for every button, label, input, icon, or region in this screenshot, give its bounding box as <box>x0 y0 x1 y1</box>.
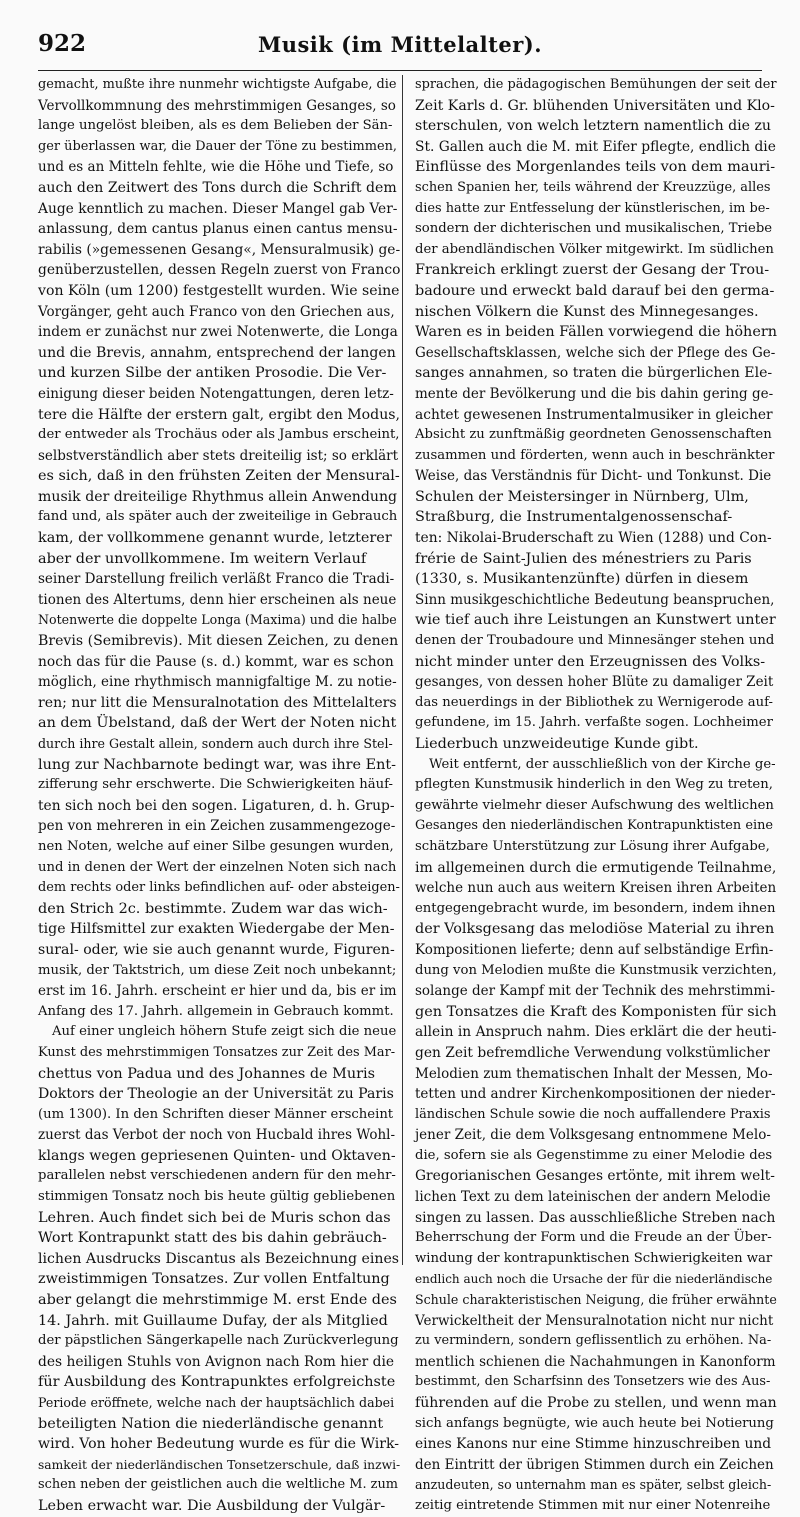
text-line: das neuerdings in der Bibliothek zu Wernigerode auf- <box>415 694 773 710</box>
text-line: allein in Anspruch nahm. Dies erklärt die der heuti- <box>415 1024 777 1041</box>
text-line: tige Hilfsmittel zur exakten Wiedergabe der Men- <box>38 921 395 938</box>
text-line: schen Spanien her, teils während der Kreuzzüge, alles <box>415 179 771 195</box>
text-line: Doktors der Theologie an der Universität zu Paris <box>38 1086 394 1103</box>
text-line: wie tief auch ihre Leistungen an Kunstwert unter <box>415 612 776 629</box>
text-line: Kunst des mehrstimmigen Tonsatzes zur Zeit des Mar- <box>38 1044 396 1060</box>
text-line: es sich, daß in den frühsten Zeiten der Mensural- <box>38 468 400 485</box>
text-line: sural- oder, wie sie auch genannt wurde, Figuren- <box>38 941 395 958</box>
text-line: eines Kanons nur eine Stimme hinzuschreiben und <box>415 1436 772 1453</box>
text-line: den Eintritt der übrigen Stimmen durch ein Zeichen <box>415 1456 774 1473</box>
text-line: den Strich 2c. bestimmte. Zudem war das wich- <box>38 900 388 917</box>
text-line: der Volksgesang das melodiöse Material zu ihren <box>415 921 775 938</box>
text-line: Weit entfernt, der ausschließlich von der Kirche ge- <box>429 756 776 772</box>
text-line: Weise, das Verständnis für Dicht- und Tonkunst. Die <box>415 468 772 485</box>
text-line: chettus von Padua und des Johannes de Muris <box>38 1065 375 1082</box>
text-line: Leben erwacht war. Die Ausbildung der Vulgär- <box>38 1497 386 1514</box>
page-header <box>38 30 762 70</box>
text-line: samkeit der niederländischen Tonsetzerschule, daß inzwi- <box>38 1457 401 1472</box>
text-line: Anfang des 17. Jahrh. allgemein in Gebrauch kommt. <box>38 1003 394 1019</box>
text-line: möglich, eine rhythmisch mannigfaltige M. zu notie- <box>38 674 397 691</box>
text-line: mente der Bevölkerung und die bis dahin gering ge- <box>415 385 774 402</box>
text-line: der abendländischen Völker mitgewirkt. Im südlichen <box>415 241 774 257</box>
text-line: Wort Kontrapunkt statt des bis dahin gebräuch- <box>38 1230 387 1247</box>
text-line: für Ausbildung des Kontrapunktes erfolgreichste <box>38 1374 396 1391</box>
text-line: Brevis (Semibrevis). Mit diesen Zeichen, zu denen <box>38 633 399 650</box>
text-line: stimmigen Tonsatz noch bis heute gültig gebliebenen <box>38 1189 396 1205</box>
text-line: aber gelangt die mehrstimmige M. erst Ende des <box>38 1292 397 1309</box>
text-line: zifferung sehr erschwerte. Die Schwierigkeiten häuf- <box>38 777 393 793</box>
header-rule <box>38 70 762 71</box>
text-line: erst im 16. Jahrh. erscheint er hier und da, bis er im <box>38 983 397 1000</box>
text-line: denen der Troubadoure und Minnesänger stehen und <box>415 633 775 649</box>
text-line: Beherrschung der Form und die Freude an der Über- <box>415 1230 772 1246</box>
text-line: im allgemeinen durch die ermutigende Teilnahme, <box>415 859 777 876</box>
text-line: Auf einer ungleich höhern Stufe zeigt sich die neue <box>52 1024 397 1040</box>
text-line: musik der dreiteilige Rhythmus allein Anwendung <box>38 488 398 505</box>
text-line: jener Zeit, die dem Volksgesang entnommene Melo- <box>415 1127 771 1144</box>
text-line: schen neben der geistlichen auch die weltliche M. zum <box>38 1477 398 1493</box>
text-line: Notenwerte die doppelte Longa (Maxima) und die halbe <box>38 612 397 628</box>
text-line: Vorgänger, geht auch Franco von den Griechen aus, <box>38 303 395 320</box>
text-line: mentlich schienen die Nachahmungen in Kanonform <box>415 1353 776 1370</box>
text-line: pen von mehreren in ein Zeichen zusammengezoge- <box>38 818 396 835</box>
text-line: aber der unvollkommene. Im weitern Verlauf <box>38 550 367 567</box>
text-line: indem er zunächst nur zwei Notenwerte, die Longa <box>38 324 398 341</box>
text-line: Straßburg, die Instrumentalgenossenschaf- <box>415 509 733 526</box>
text-line: Verwickeltheit der Mensuralnotation nicht nur nicht <box>415 1312 774 1329</box>
text-line: solange der Kampf mit der Technik des mehrstimmi- <box>415 983 776 1000</box>
text-line: Gesellschaftsklassen, welche sich der Pflege des Ge- <box>415 344 776 361</box>
text-line: durch ihre Gestalt allein, sondern auch durch ihre Stel- <box>38 736 393 751</box>
text-line: Kompositionen lieferte; denn auf selbständige Erfin- <box>415 941 774 958</box>
text-line: Gesanges den niederländischen Kontrapunktisten eine <box>415 818 773 834</box>
text-line: Lehren. Auch findet sich bei de Muris schon das <box>38 1209 391 1226</box>
text-line: (1330, s. Musikantenzünfte) dürfen in diesem <box>415 571 749 588</box>
text-line: Liederbuch unzweideutige Kunde gibt. <box>415 736 699 752</box>
text-line: und die Brevis, annahm, entsprechend der langen <box>38 344 396 361</box>
text-line: anzudeuten, so unternahm man es später, selbst gleich- <box>415 1477 772 1493</box>
text-line: seiner Darstellung freilich verläßt Franco die Tradi- <box>38 571 395 588</box>
text-line: fand und, als später auch der zweiteilige in Gebrauch <box>38 509 398 525</box>
text-line: rabilis (»gemessenen Gesang«, Mensuralmusik) ge- <box>38 241 401 258</box>
text-line: sprachen, die pädagogischen Bemühungen der seit der <box>415 77 777 92</box>
text-line: Frankreich erklingt zuerst der Gesang der Trou- <box>415 262 770 279</box>
text-line: auch den Zeitwert des Tons durch die Schrift dem <box>38 179 397 196</box>
text-line: gemacht, mußte ihre nunmehr wichtigste Aufgabe, die <box>38 77 397 92</box>
text-line: Einflüsse des Morgenlandes teils von dem mauri- <box>415 159 776 176</box>
column-separator <box>402 75 403 1265</box>
text-line: gefundene, im 15. Jahrh. verfaßte sogen. Lochheimer <box>415 715 773 731</box>
text-line: tionen des Altertums, denn hier erscheinen als neue <box>38 591 397 608</box>
text-line: lung zur Nachbarnote bedingt war, was ihre Ent- <box>38 756 397 773</box>
text-line: musik, der Taktstrich, um diese Zeit noch unbekannt; <box>38 962 397 978</box>
text-line: ten sich noch bei den sogen. Ligaturen, d. h. Grup- <box>38 797 395 814</box>
text-line: welche nun auch aus weitern Kreisen ihren Arbeiten <box>415 880 777 897</box>
text-line: gen Zeit befremdliche Verwendung volkstümlicher <box>415 1044 770 1061</box>
text-line: nischen Völkern die Kunst des Minnegesanges. <box>415 303 759 320</box>
text-line: von Köln (um 1200) festgestellt wurden. Wie seine <box>38 282 400 299</box>
text-line: nicht minder unter den Erzeugnissen des Volks- <box>415 653 766 670</box>
text-line: Sinn musikgeschichtliche Bedeutung beanspruchen, <box>415 591 775 608</box>
text-line: ger überlassen war, die Dauer der Töne zu bestimmen, <box>38 138 398 154</box>
text-line: entgegengebracht wurde, im besondern, indem ihnen <box>415 900 776 916</box>
text-line: sterschulen, von welch letztern namentlich die zu <box>415 118 771 135</box>
text-line: die, sofern sie als Gegenstimme zu einer Melodie des <box>415 1147 773 1163</box>
text-line: ten: Nikolai-Bruderschaft zu Wien (1288) und Con- <box>415 530 772 547</box>
text-line: gesanges, von dessen hoher Blüte zu damaliger Zeit <box>415 674 774 691</box>
text-line: sich anfangs begnügte, wie auch heute bei Notierung <box>415 1415 774 1431</box>
text-line: zu vermindern, sondern geflissentlich zu erhöhen. Na- <box>415 1333 772 1349</box>
text-line: sondern der dichterischen und musikalischen, Triebe <box>415 221 773 237</box>
text-line: Periode eröffnete, welche nach der hauptsächlich dabei <box>38 1395 395 1410</box>
text-line: singen zu lassen. Das ausschließliche Streben nach <box>415 1209 776 1226</box>
page-number: 922 <box>38 30 87 57</box>
text-line: gewährte vielmehr dieser Aufschwung des weltlichen <box>415 797 774 813</box>
text-line: achtet gewesenen Instrumentalmusiker in gleicher <box>415 406 773 423</box>
text-line: des heiligen Stuhls von Avignon nach Rom hier die <box>38 1353 395 1370</box>
text-line: Auge kenntlich zu machen. Dieser Mangel gab Ver- <box>38 200 398 217</box>
text-line: lichen Text zu dem lateinischen der andern Melodie <box>415 1189 771 1206</box>
text-line: lichen Ausdrucks Discantus als Bezeichnung eines <box>38 1250 400 1267</box>
text-line: selbstverständlich aber stets dreiteilig ist; so erklärt <box>38 447 399 464</box>
text-line: der päpstlichen Sängerkapelle nach Zurückverlegung <box>38 1333 399 1349</box>
text-line: zeitig eintretende Stimmen mit nur einer Notenreihe <box>415 1497 771 1513</box>
text-line: frérie de Saint-Julien des ménestriers zu Paris <box>415 550 752 567</box>
text-line: klangs wegen gepriesenen Quinten- und Oktaven- <box>38 1147 396 1164</box>
text-line: tetten und andrer Kirchenkompositionen der nieder- <box>415 1086 776 1103</box>
text-line: Waren es in beiden Fällen vorwiegend die höhern <box>415 324 777 341</box>
text-line: endlich auch noch die Ursache der für die niederländische <box>415 1272 773 1287</box>
text-line: Absicht zu zunftmäßig geordneten Genossenschaften <box>415 427 772 443</box>
text-line: Gregorianischen Gesanges ertönte, mit ihrem welt- <box>415 1168 775 1185</box>
text-line: ren; nur litt die Mensuralnotation des Mittelalters <box>38 694 397 711</box>
text-line: kam, der vollkommene genannt wurde, letzterer <box>38 530 392 547</box>
text-line: ländischen Schule sowie die noch auffallendere Praxis <box>415 1106 771 1122</box>
text-line: einigung dieser beiden Notengattungen, deren letz- <box>38 385 394 402</box>
text-line: parallelen nebst verschiedenen andern für den mehr- <box>38 1168 396 1184</box>
text-line: pflegten Kunstmusik hinderlich in den Weg zu treten, <box>415 777 773 793</box>
text-line: führenden auf die Probe zu stellen, und wenn man <box>415 1395 777 1411</box>
text-line: anlassung, dem cantus planus einen cantus mensu- <box>38 221 398 238</box>
text-line: beteiligten Nation die niederländische genannt <box>38 1415 384 1432</box>
text-line: Melodien zum thematischen Inhalt der Messen, Mo- <box>415 1065 773 1082</box>
text-line: und kurzen Silbe der antiken Prosodie. Die Ver- <box>38 365 387 382</box>
text-line: und in denen der Wert der einzelnen Noten sich nach <box>38 859 397 875</box>
text-line: Zeit Karls d. Gr. blühenden Universitäten und Klo- <box>415 97 775 114</box>
text-line: 14. Jahrh. mit Guillaume Dufay, der als Mitglied <box>38 1312 388 1329</box>
running-title: Musik (im Mittelalter). <box>257 32 543 57</box>
text-line: tere die Hälfte der erstern galt, ergibt den Modus, <box>38 406 400 423</box>
text-line: der entweder als Trochäus oder als Jambus erscheint, <box>38 427 400 443</box>
text-line: Schulen der Meistersinger in Nürnberg, Ulm, <box>415 488 749 505</box>
right-column <box>415 75 777 1513</box>
text-line: (um 1300). In den Schriften dieser Männer erscheint <box>38 1106 394 1122</box>
text-line: dung von Melodien mußte die Kunstmusik verzichten, <box>415 962 777 978</box>
text-line: und es an Mitteln fehlte, wie die Höhe und Tiefe, so <box>38 159 394 176</box>
text-line: St. Gallen auch die M. mit Eifer pflegte, endlich die <box>415 138 776 155</box>
text-line: nen Noten, welche auf einer Silbe gesungen wurden, <box>38 838 394 854</box>
text-line: sanges annahmen, so traten die bürgerlichen Ele- <box>415 365 773 382</box>
text-line: windung der kontrapunktischen Schwierigkeiten war <box>415 1250 773 1266</box>
text-line: genüberzustellen, dessen Regeln zuerst von Franco <box>38 262 401 279</box>
text-line: zweistimmigen Tonsatzes. Zur vollen Entfaltung <box>38 1271 390 1288</box>
text-line: wird. Von hoher Bedeutung wurde es für die Wirk- <box>38 1436 400 1453</box>
text-line: bestimmt, den Scharfsinn des Tonsetzers wie des Aus- <box>415 1374 771 1390</box>
text-line: lange ungelöst bleiben, als es dem Belieben der Sän- <box>38 118 393 134</box>
text-line: zusammen und förderten, wenn auch in beschränkter <box>415 447 775 463</box>
text-line: gen Tonsatzes die Kraft des Komponisten für sich <box>415 1003 777 1020</box>
text-line: dies hatte zur Entfesselung der künstlerischen, im be- <box>415 200 770 216</box>
left-column <box>38 75 401 1514</box>
text-line: dem rechts oder links befindlichen auf- oder absteigen- <box>38 880 400 896</box>
text-line: an dem Übelstand, daß der Wert der Noten nicht <box>38 715 397 732</box>
text-line: zuerst das Verbot der noch von Hucbald ihres Wohl- <box>38 1127 396 1144</box>
text-line: noch das für die Pause (s. d.) kommt, war es schon <box>38 653 394 670</box>
text-line: Schule charakteristischen Neigung, die früher erwähnte <box>415 1292 777 1308</box>
text-line: Vervollkommnung des mehrstimmigen Gesanges, so <box>38 97 396 114</box>
text-line: badoure und erweckt bald darauf bei den germa- <box>415 282 775 299</box>
text-line: schätzbare Unterstützung zur Lösung ihrer Aufgabe, <box>415 838 770 854</box>
